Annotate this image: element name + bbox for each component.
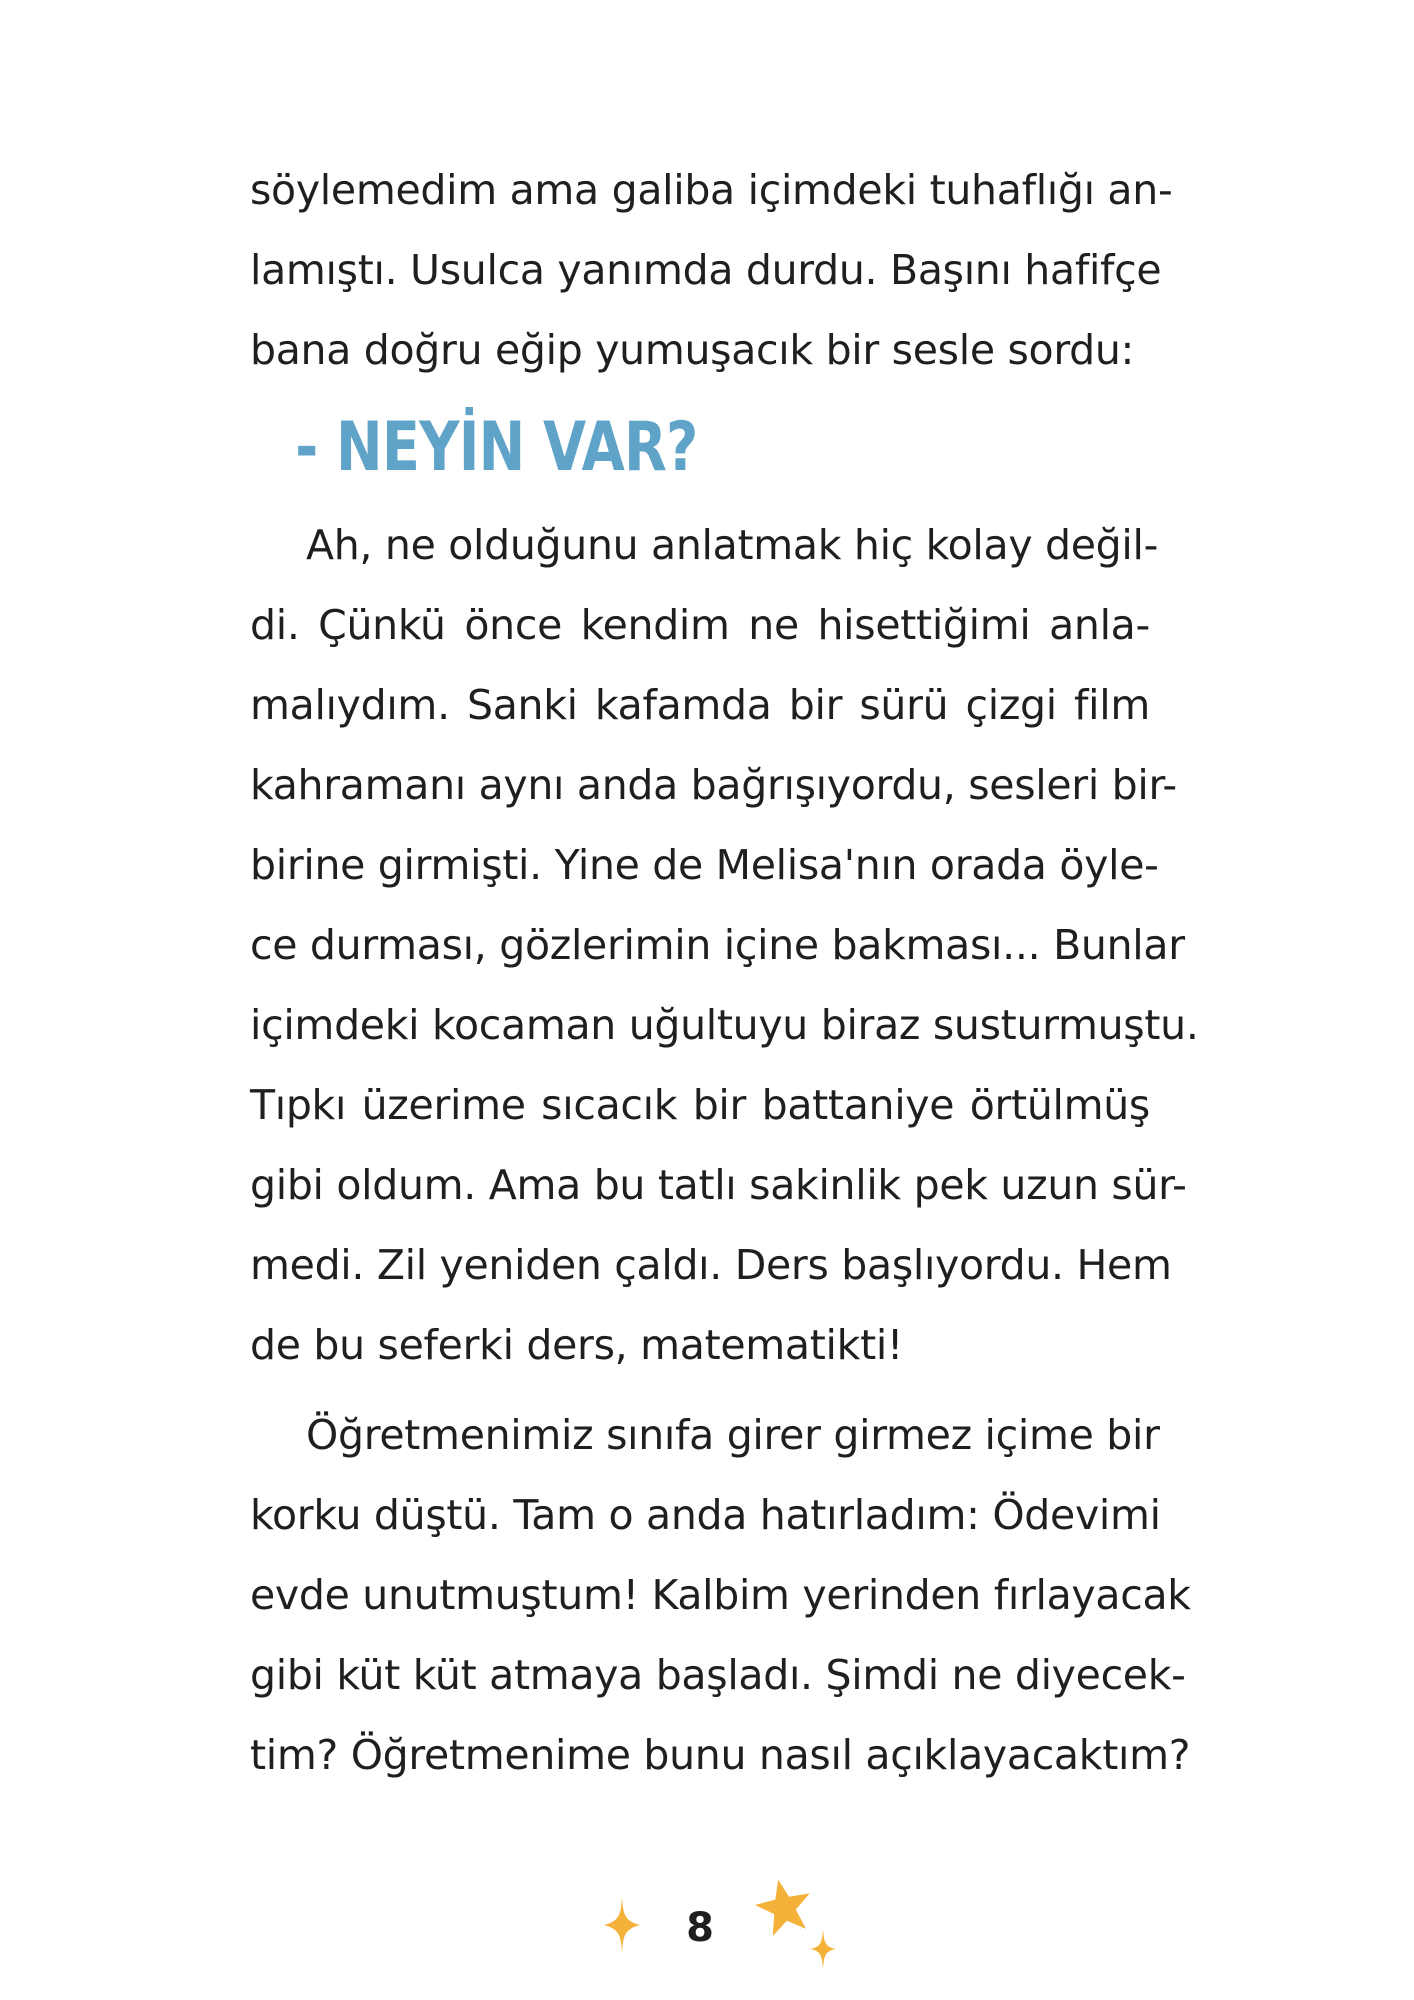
text-line: gibi oldum. Ama bu tatlı sakinlik pek uzun sür-: [250, 1161, 1187, 1209]
text-line: de bu seferki ders, matematikti!: [250, 1321, 904, 1369]
text-line: söylemedim ama galiba içimdeki tuhaflığı an-: [250, 166, 1173, 214]
text-line: Öğretmenimiz sınıfa girer girmez içime bir: [306, 1411, 1160, 1459]
page-number: 8: [686, 1905, 714, 1951]
text-line: medi. Zil yeniden çaldı. Ders başlıyordu. Hem: [250, 1241, 1172, 1289]
text-line: Ah, ne olduğunu anlatmak hiç kolay değil-: [306, 521, 1159, 569]
text-line: di. Çünkü önce kendim ne hisettiğimi anla-: [250, 601, 1150, 649]
text-line: korku düştü. Tam o anda hatırladım: Ödevimi: [250, 1491, 1161, 1539]
text-line: lamıştı. Usulca yanımda durdu. Başını hafifçe: [250, 246, 1162, 294]
page-footer: [0, 1875, 1414, 1985]
sparkle-icon: [808, 1927, 838, 1971]
text-line: gibi küt küt atmaya başladı. Şimdi ne diyecek-: [250, 1651, 1186, 1699]
text-line: bana doğru eğip yumuşacık bir sesle sordu:: [250, 326, 1135, 374]
text-line: tim? Öğretmenime bunu nasıl açıklayacaktım?: [250, 1731, 1191, 1779]
text-line: içimdeki kocaman uğultuyu biraz susturmuştu.: [250, 1001, 1199, 1049]
text-line: ce durması, gözlerimin içine bakması... Bunlar: [250, 921, 1185, 969]
page-body: [250, 150, 1199, 1795]
star-icon: [752, 1875, 816, 1939]
text-line: Tıpkı üzerime sıcacık bir battaniye örtülmüş: [250, 1081, 1150, 1129]
dialogue-heading: - NEYİN VAR?: [295, 408, 698, 487]
text-line: birine girmişti. Yine de Melisa'nın orada öyle-: [250, 841, 1159, 889]
paragraph-gap: [250, 1385, 1150, 1395]
text-line: evde unutmuştum! Kalbim yerinden fırlayacak: [250, 1571, 1191, 1619]
text-line: malıydım. Sanki kafamda bir sürü çizgi film: [250, 681, 1150, 729]
text-line: kahramanı aynı anda bağrışıyordu, sesleri bir-: [250, 761, 1177, 809]
sparkle-icon: [600, 1893, 644, 1957]
